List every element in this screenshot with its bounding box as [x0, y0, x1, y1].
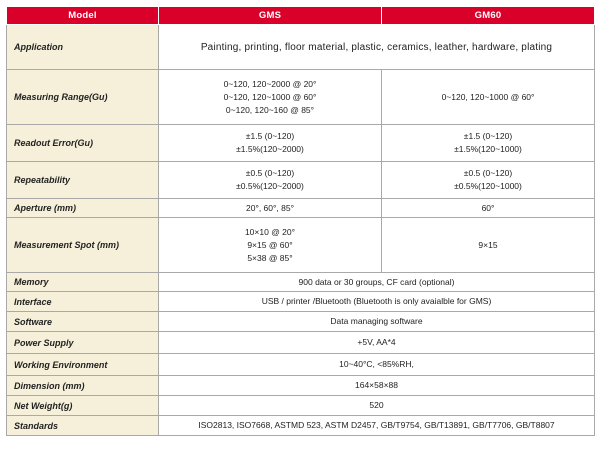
label-readout-error: Readout Error(Gu) — [7, 125, 159, 162]
value-measurement-spot-gm60: 9×15 — [382, 218, 595, 273]
label-measuring-range: Measuring Range(Gu) — [7, 70, 159, 125]
cell-line: 0~120, 120~160 @ 85° — [225, 104, 315, 115]
value-measuring-range-gms — [159, 70, 382, 125]
cell-line: 0~120, 120~1000 @ 60° — [441, 91, 535, 102]
value-readout-error-gm60 — [382, 125, 595, 162]
cell-line: ±1.5 (0~120) — [463, 131, 513, 141]
row-measurement-spot — [7, 218, 595, 273]
value-software: Data managing software — [159, 312, 595, 332]
value-measuring-range-gm60 — [382, 70, 595, 125]
row-power-supply — [7, 332, 595, 354]
value-aperture-gm60: 60° — [382, 199, 595, 218]
label-aperture: Aperture (mm) — [7, 199, 159, 218]
cell-line: ±1.5 (0~120) — [245, 131, 295, 141]
value-repeatability-gm60 — [382, 162, 595, 199]
label-standards: Standards — [7, 416, 159, 436]
spec-table-container — [6, 6, 594, 436]
label-memory: Memory — [7, 273, 159, 292]
cell-line: 0~120, 120~1000 @ 60° — [223, 91, 317, 102]
row-net-weight — [7, 396, 595, 416]
row-repeatability — [7, 162, 595, 199]
cell-line: ±0.5%(120~2000) — [236, 181, 304, 191]
label-power-supply: Power Supply — [7, 332, 159, 354]
spec-table — [6, 6, 595, 436]
header-gms: GMS — [159, 7, 382, 25]
value-application: Painting, printing, floor material, plastic, ceramics, leather, hardware, plating — [159, 25, 595, 70]
row-measuring-range — [7, 70, 595, 125]
table-header-row — [7, 7, 595, 25]
label-working-environment: Working Environment — [7, 354, 159, 376]
cell-line: ±1.5%(120~2000) — [236, 144, 304, 154]
row-working-environment — [7, 354, 595, 376]
cell-line: 10×10 @ 20° — [244, 226, 296, 237]
label-software: Software — [7, 312, 159, 332]
header-model: Model — [7, 7, 159, 25]
row-memory — [7, 273, 595, 292]
label-repeatability: Repeatability — [7, 162, 159, 199]
row-interface — [7, 292, 595, 312]
row-application — [7, 25, 595, 70]
value-net-weight: 520 — [159, 396, 595, 416]
cell-line: 0~120, 120~2000 @ 20° — [223, 78, 317, 89]
value-memory: 900 data or 30 groups, CF card (optional) — [159, 273, 595, 292]
value-aperture-gms: 20°, 60°, 85° — [159, 199, 382, 218]
cell-line: ±1.5%(120~1000) — [454, 144, 522, 154]
cell-line: ±0.5 (0~120) — [245, 168, 295, 178]
value-readout-error-gms — [159, 125, 382, 162]
label-interface: Interface — [7, 292, 159, 312]
label-application: Application — [7, 25, 159, 70]
value-repeatability-gms — [159, 162, 382, 199]
value-working-environment: 10~40°C, <85%RH, — [159, 354, 595, 376]
row-readout-error — [7, 125, 595, 162]
value-interface: USB / printer /Bluetooth (Bluetooth is only avaialble for GMS) — [159, 292, 595, 312]
cell-line: 9×15 @ 60° — [247, 239, 293, 250]
row-software — [7, 312, 595, 332]
value-dimension: 164×58×88 — [159, 376, 595, 396]
cell-line: ±0.5%(120~1000) — [454, 181, 522, 191]
label-dimension: Dimension (mm) — [7, 376, 159, 396]
value-measurement-spot-gms — [159, 218, 382, 273]
value-standards: ISO2813, ISO7668, ASTMD 523, ASTM D2457, GB/T9754, GB/T13891, GB/T7706, GB/T8807 — [159, 416, 595, 436]
row-dimension — [7, 376, 595, 396]
row-standards — [7, 416, 595, 436]
value-power-supply: +5V, AA*4 — [159, 332, 595, 354]
row-aperture — [7, 199, 595, 218]
label-net-weight: Net Weight(g) — [7, 396, 159, 416]
header-gm60: GM60 — [382, 7, 595, 25]
label-measurement-spot: Measurement Spot (mm) — [7, 218, 159, 273]
cell-line: 5×38 @ 85° — [247, 252, 293, 263]
cell-line: ±0.5 (0~120) — [463, 168, 513, 178]
